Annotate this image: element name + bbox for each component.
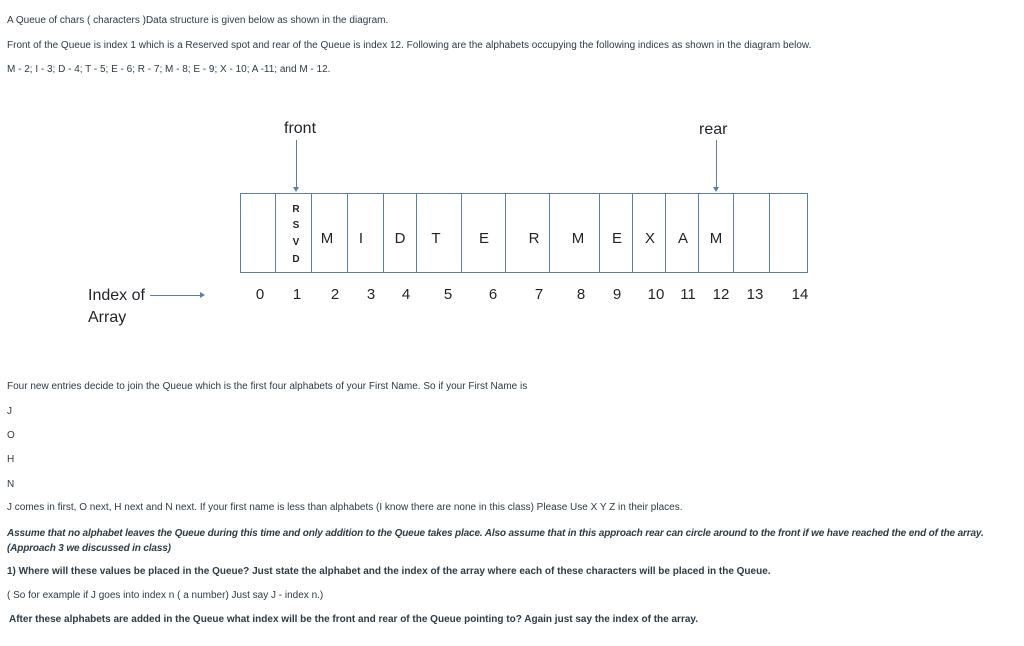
rear-label: rear xyxy=(699,121,728,138)
array-index: 1 xyxy=(292,286,302,303)
rear-arrow-head xyxy=(713,187,719,192)
queue-char-10: X xyxy=(644,230,655,247)
array-index: 3 xyxy=(366,286,376,303)
array-index: 11 xyxy=(680,286,696,303)
array-index: 6 xyxy=(488,286,498,303)
front-arrow-head xyxy=(293,187,299,192)
reserved-letter: S xyxy=(292,220,300,231)
queue-cell-14 xyxy=(770,193,808,273)
queue-char-6: E xyxy=(478,230,489,247)
reserved-letter: V xyxy=(292,237,300,248)
array-index: 8 xyxy=(576,286,586,303)
queue-char-3: I xyxy=(358,230,364,247)
queue-cell-13 xyxy=(734,193,770,273)
array-index: 13 xyxy=(746,286,764,303)
index-label-line-1: Index of xyxy=(88,287,145,304)
array-index: 0 xyxy=(255,286,265,303)
queue-char-7: R xyxy=(528,230,540,247)
intro-line-3: M - 2; I - 3; D - 4; T - 5; E - 6; R - 7; M - 8; E - 9; X - 10; A -11; and M - 12. xyxy=(7,64,331,75)
rear-arrow-line xyxy=(716,140,717,188)
array-index: 10 xyxy=(647,286,665,303)
question-2: After these alphabets are added in the Queue what index will be the front and rear of the Queue pointing to? Again just say the index of the array. xyxy=(9,614,698,625)
queue-char-2: M xyxy=(320,230,334,247)
index-arrow-head xyxy=(200,292,205,298)
example-note: ( So for example if J goes into index n ( a number) Just say J - index n.) xyxy=(7,590,324,601)
reserved-letter: R xyxy=(292,204,300,215)
name-letter: J xyxy=(7,406,12,417)
queue-char-4: D xyxy=(394,230,406,247)
index-arrow-line xyxy=(150,295,202,296)
reserved-letter: D xyxy=(292,254,300,265)
name-letter: O xyxy=(7,430,15,441)
queue-char-9: E xyxy=(611,230,622,247)
name-letter: H xyxy=(7,454,15,465)
array-index: 9 xyxy=(612,286,622,303)
queue-cell-0 xyxy=(240,193,276,273)
array-index: 5 xyxy=(443,286,453,303)
assumption-note: Assume that no alphabet leaves the Queue during this time and only addition to the Queue takes place. Also assume that in this approach rear can circle around to the front if we have reached the end of the array. (Approach 3 we discussed in class) xyxy=(7,528,984,554)
order-note: J comes in first, O next, H next and N next. If your first name is less than alphabets (I know there are none in this class) Please Use X Y Z in their places. xyxy=(7,502,683,513)
index-label-line-2: Array xyxy=(88,309,127,326)
queue-char-11: A xyxy=(677,230,688,247)
array-index: 2 xyxy=(330,286,340,303)
question-lead: Four new entries decide to join the Queue which is the first four alphabets of your First Name. So if your First Name is xyxy=(7,381,528,392)
intro-line-1: A Queue of chars ( characters )Data structure is given below as shown in the diagram. xyxy=(7,15,389,26)
question-1: 1) Where will these values be placed in the Queue? Just state the alphabet and the index of the array where each of these characters will be placed in the Queue. xyxy=(7,566,771,577)
array-index: 7 xyxy=(534,286,544,303)
name-letter: N xyxy=(7,479,15,490)
queue-char-5: T xyxy=(431,230,441,247)
array-index: 12 xyxy=(712,286,730,303)
queue-char-12: M xyxy=(709,230,723,247)
array-index: 4 xyxy=(401,286,411,303)
intro-line-2: Front of the Queue is index 1 which is a Reserved spot and rear of the Queue is index 12. Following are the alphabets occupying the following indices as shown in the diagram below. xyxy=(7,40,812,51)
front-arrow-line xyxy=(296,140,297,188)
array-index: 14 xyxy=(791,286,809,303)
front-label: front xyxy=(284,120,317,137)
queue-char-8: M xyxy=(571,230,585,247)
